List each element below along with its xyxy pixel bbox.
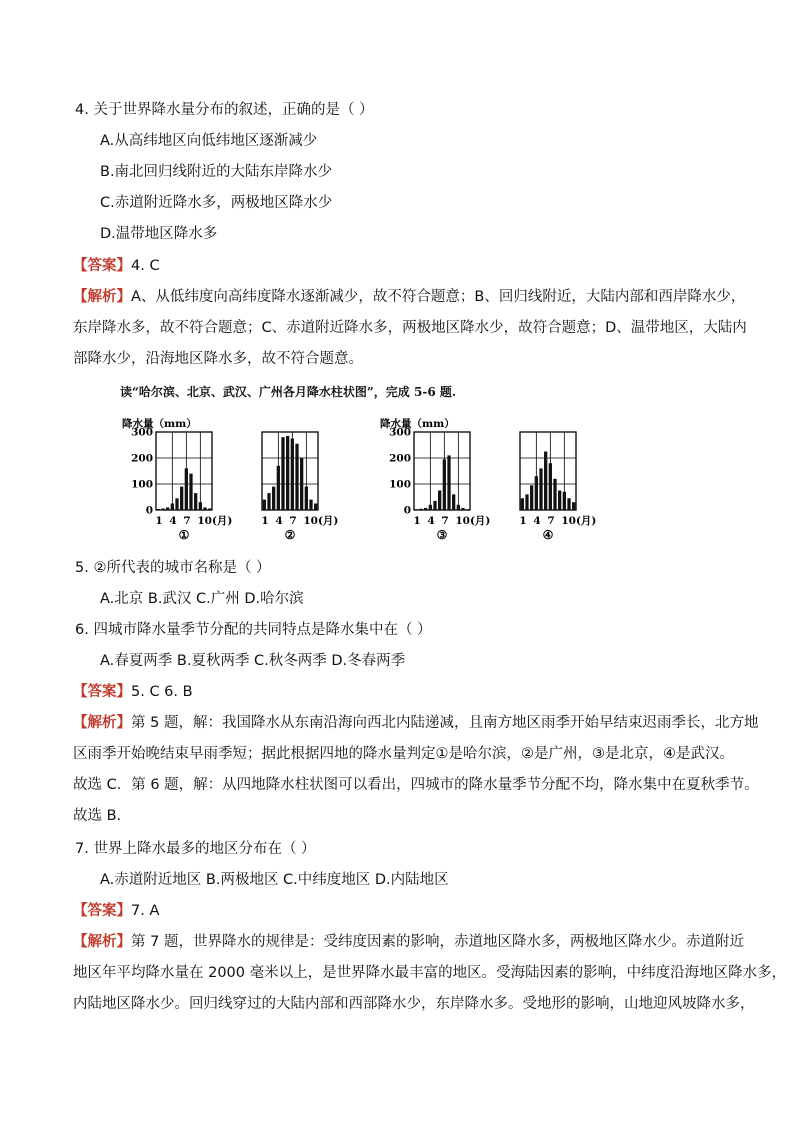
- q56-answer: [73, 682, 193, 702]
- bar-month-8: [189, 474, 192, 510]
- x-tick-label: 10(月): [303, 515, 339, 527]
- q56-analysis-line-1: [73, 713, 758, 733]
- q5-options: A.北京 B.武汉 C.广州 D.哈尔滨: [100, 591, 304, 607]
- bar-month-4: [171, 504, 174, 511]
- bar-month-7: [185, 468, 188, 510]
- bar-month-12: [208, 508, 211, 510]
- x-tick-label: 7: [547, 515, 555, 527]
- bar-month-7: [443, 459, 446, 510]
- q6-stem: 6. 四城市降水量季节分配的共同特点是降水集中在（ ）: [75, 622, 432, 638]
- bar-month-3: [424, 508, 427, 510]
- chart-4: [500, 418, 620, 547]
- answer-tag: 【答案】: [73, 684, 131, 700]
- bar-month-5: [539, 468, 542, 510]
- chart-2: [242, 418, 352, 547]
- q7-analysis-line-1: [73, 932, 744, 952]
- bar-month-10: [305, 487, 308, 510]
- q6-options: A.春夏两季 B.夏秋两季 C.秋冬两季 D.冬春两季: [100, 653, 406, 669]
- bar-month-8: [553, 479, 556, 510]
- y-tick-label: 100: [389, 478, 411, 491]
- bar-month-5: [433, 501, 436, 510]
- bar-month-11: [309, 500, 312, 510]
- answer-value: 5. C 6. B: [131, 684, 193, 700]
- chart-caption: 读“哈尔滨、北京、武汉、广州各月降水柱状图”，完成 5-6 题.: [120, 385, 457, 399]
- chart-1: [122, 418, 232, 547]
- analysis-tag: 【解析】: [73, 715, 131, 731]
- bar-month-1: [521, 498, 524, 510]
- y-tick-label: 100: [131, 478, 153, 491]
- bar-month-1: [263, 500, 266, 510]
- plot-frame: [414, 432, 470, 510]
- x-tick-label: 1: [519, 515, 527, 527]
- bar-month-1: [157, 509, 160, 510]
- x-tick-label: 7: [289, 515, 297, 527]
- bar-month-6: [438, 491, 441, 511]
- x-tick-label: 10(月): [455, 515, 490, 527]
- bar-month-9: [452, 494, 455, 510]
- q4-analysis-line-3: 部降水少，沿海地区降水多，故不符合题意。: [73, 351, 363, 367]
- chart-3: [380, 418, 490, 547]
- y-tick-label: 200: [389, 452, 411, 465]
- analysis-text: A、从低纬度向高纬度降水逐渐减少，故不符合题意；B、回归线附近，大陆内部和西岸降水少，: [131, 289, 746, 305]
- x-tick-label: 10(月): [561, 515, 597, 527]
- answer-value: 4. C: [131, 258, 160, 274]
- bar-month-11: [461, 508, 464, 510]
- bar-month-2: [161, 508, 164, 510]
- y-tick-label: 200: [131, 452, 153, 465]
- x-tick-label: 4: [533, 515, 541, 527]
- bar-month-11: [203, 507, 206, 510]
- x-tick-label: 4: [427, 515, 435, 527]
- bar-month-7: [549, 463, 552, 510]
- q7-stem: 7. 世界上降水最多的地区分布在（ ）: [75, 841, 316, 857]
- bar-month-6: [180, 487, 183, 510]
- bar-month-7: [291, 439, 294, 511]
- x-tick-label: 7: [183, 515, 191, 527]
- bar-month-6: [286, 436, 289, 510]
- chart-1-svg: [122, 418, 232, 543]
- bar-month-9: [558, 491, 561, 511]
- bar-month-9: [300, 458, 303, 510]
- bar-month-12: [572, 502, 575, 510]
- chart-number-label: ④: [542, 528, 554, 542]
- bar-month-8: [447, 455, 450, 510]
- q56-analysis-line-3: 故选 C．第 6 题，解：从四地降水柱状图可以看出，四城市的降水量季节分配不均，降水集中在夏秋季节。: [73, 777, 759, 793]
- q56-analysis-line-2: 区雨季开始晚结束早雨季短；据此根据四地的降水量判定①是哈尔滨，②是广州，③是北京，④是武汉。: [73, 746, 734, 762]
- bar-month-2: [419, 509, 422, 510]
- bar-month-10: [199, 502, 202, 510]
- chart-4-svg: [500, 418, 620, 543]
- q4-option-d: D.温带地区降水多: [100, 226, 218, 242]
- q4-analysis-line-2: 东岸降水多，故不符合题意；C、赤道附近降水多，两极地区降水少，故符合题意；D、温带地区，大陆内: [73, 320, 747, 336]
- answer-tag: 【答案】: [73, 903, 131, 919]
- q4-option-c: C.赤道附近降水多，两极地区降水少: [100, 195, 333, 211]
- q4-option-a: A.从高纬地区向低纬地区逐渐减少: [100, 133, 318, 149]
- y-tick-label: 300: [389, 426, 411, 439]
- q4-analysis-line-1: [73, 287, 745, 307]
- answer-tag: 【答案】: [73, 258, 131, 274]
- bar-month-6: [544, 452, 547, 511]
- q7-options: A.赤道附近地区 B.两极地区 C.中纬度地区 D.内陆地区: [100, 872, 449, 888]
- bar-month-2: [267, 493, 270, 510]
- bar-month-12: [466, 509, 469, 510]
- plot-frame: [156, 432, 212, 510]
- bar-month-4: [429, 505, 432, 510]
- bar-month-11: [567, 498, 570, 510]
- x-tick-label: 4: [275, 515, 283, 527]
- q4-option-b: B.南北回归线附近的大陆东岸降水少: [100, 164, 333, 180]
- chart-number-label: ③: [436, 528, 448, 542]
- analysis-text: 第 7 题，世界降水的规律是：受纬度因素的影响，赤道地区降水多，两极地区降水少。赤道附近: [131, 934, 744, 950]
- bar-month-12: [314, 504, 317, 511]
- bar-month-1: [415, 509, 418, 510]
- q7-analysis-line-2: 地区年平均降水量在 2000 毫米以上，是世界降水最丰富的地区。受海陆因素的影响，中纬度沿海地区降水多，: [73, 965, 787, 981]
- q4-answer: [73, 256, 160, 276]
- q4-stem: 4. 关于世界降水量分布的叙述，正确的是（ ）: [75, 102, 374, 118]
- y-tick-label: 0: [145, 504, 153, 517]
- x-tick-label: 1: [413, 515, 421, 527]
- bar-month-9: [194, 493, 197, 510]
- analysis-tag: 【解析】: [73, 934, 131, 950]
- bar-month-5: [175, 498, 178, 510]
- bar-month-5: [281, 437, 284, 510]
- q7-analysis-line-3: 内陆地区降水少。回归线穿过的大陆内部和西部降水少，东岸降水多。受地形的影响，山地迎风坡降水多，: [73, 996, 755, 1012]
- x-tick-label: 7: [441, 515, 449, 527]
- chart-number-label: ①: [178, 528, 190, 542]
- analysis-tag: 【解析】: [73, 289, 131, 305]
- answer-value: 7. A: [131, 903, 160, 919]
- q7-answer: [73, 901, 159, 921]
- bar-month-4: [535, 476, 538, 510]
- x-tick-label: 4: [169, 515, 177, 527]
- bar-month-10: [457, 505, 460, 510]
- x-tick-label: 1: [261, 515, 269, 527]
- x-tick-label: 1: [155, 515, 163, 527]
- analysis-text: 第 5 题，解：我国降水从东南沿海向西北内陆递减，且南方地区雨季开始早结束迟雨季长，北方地: [131, 715, 759, 731]
- q5-stem: 5. ②所代表的城市名称是（ ）: [75, 560, 271, 576]
- chart-2-svg: [242, 418, 352, 543]
- y-axis-label: 降水量（mm）: [122, 418, 197, 430]
- bar-month-3: [272, 487, 275, 510]
- bar-month-4: [277, 466, 280, 510]
- bar-month-2: [525, 494, 528, 510]
- bar-month-8: [295, 444, 298, 510]
- y-tick-label: 300: [131, 426, 153, 439]
- bar-month-10: [563, 492, 566, 510]
- y-axis-label: 降水量（mm）: [380, 418, 455, 430]
- y-tick-label: 0: [403, 504, 411, 517]
- chart-3-svg: [380, 418, 490, 543]
- bar-month-3: [166, 507, 169, 510]
- x-tick-label: 10(月): [197, 515, 232, 527]
- q56-analysis-line-4: 故选 B．: [73, 808, 132, 824]
- chart-number-label: ②: [284, 528, 296, 542]
- bar-month-3: [530, 485, 533, 510]
